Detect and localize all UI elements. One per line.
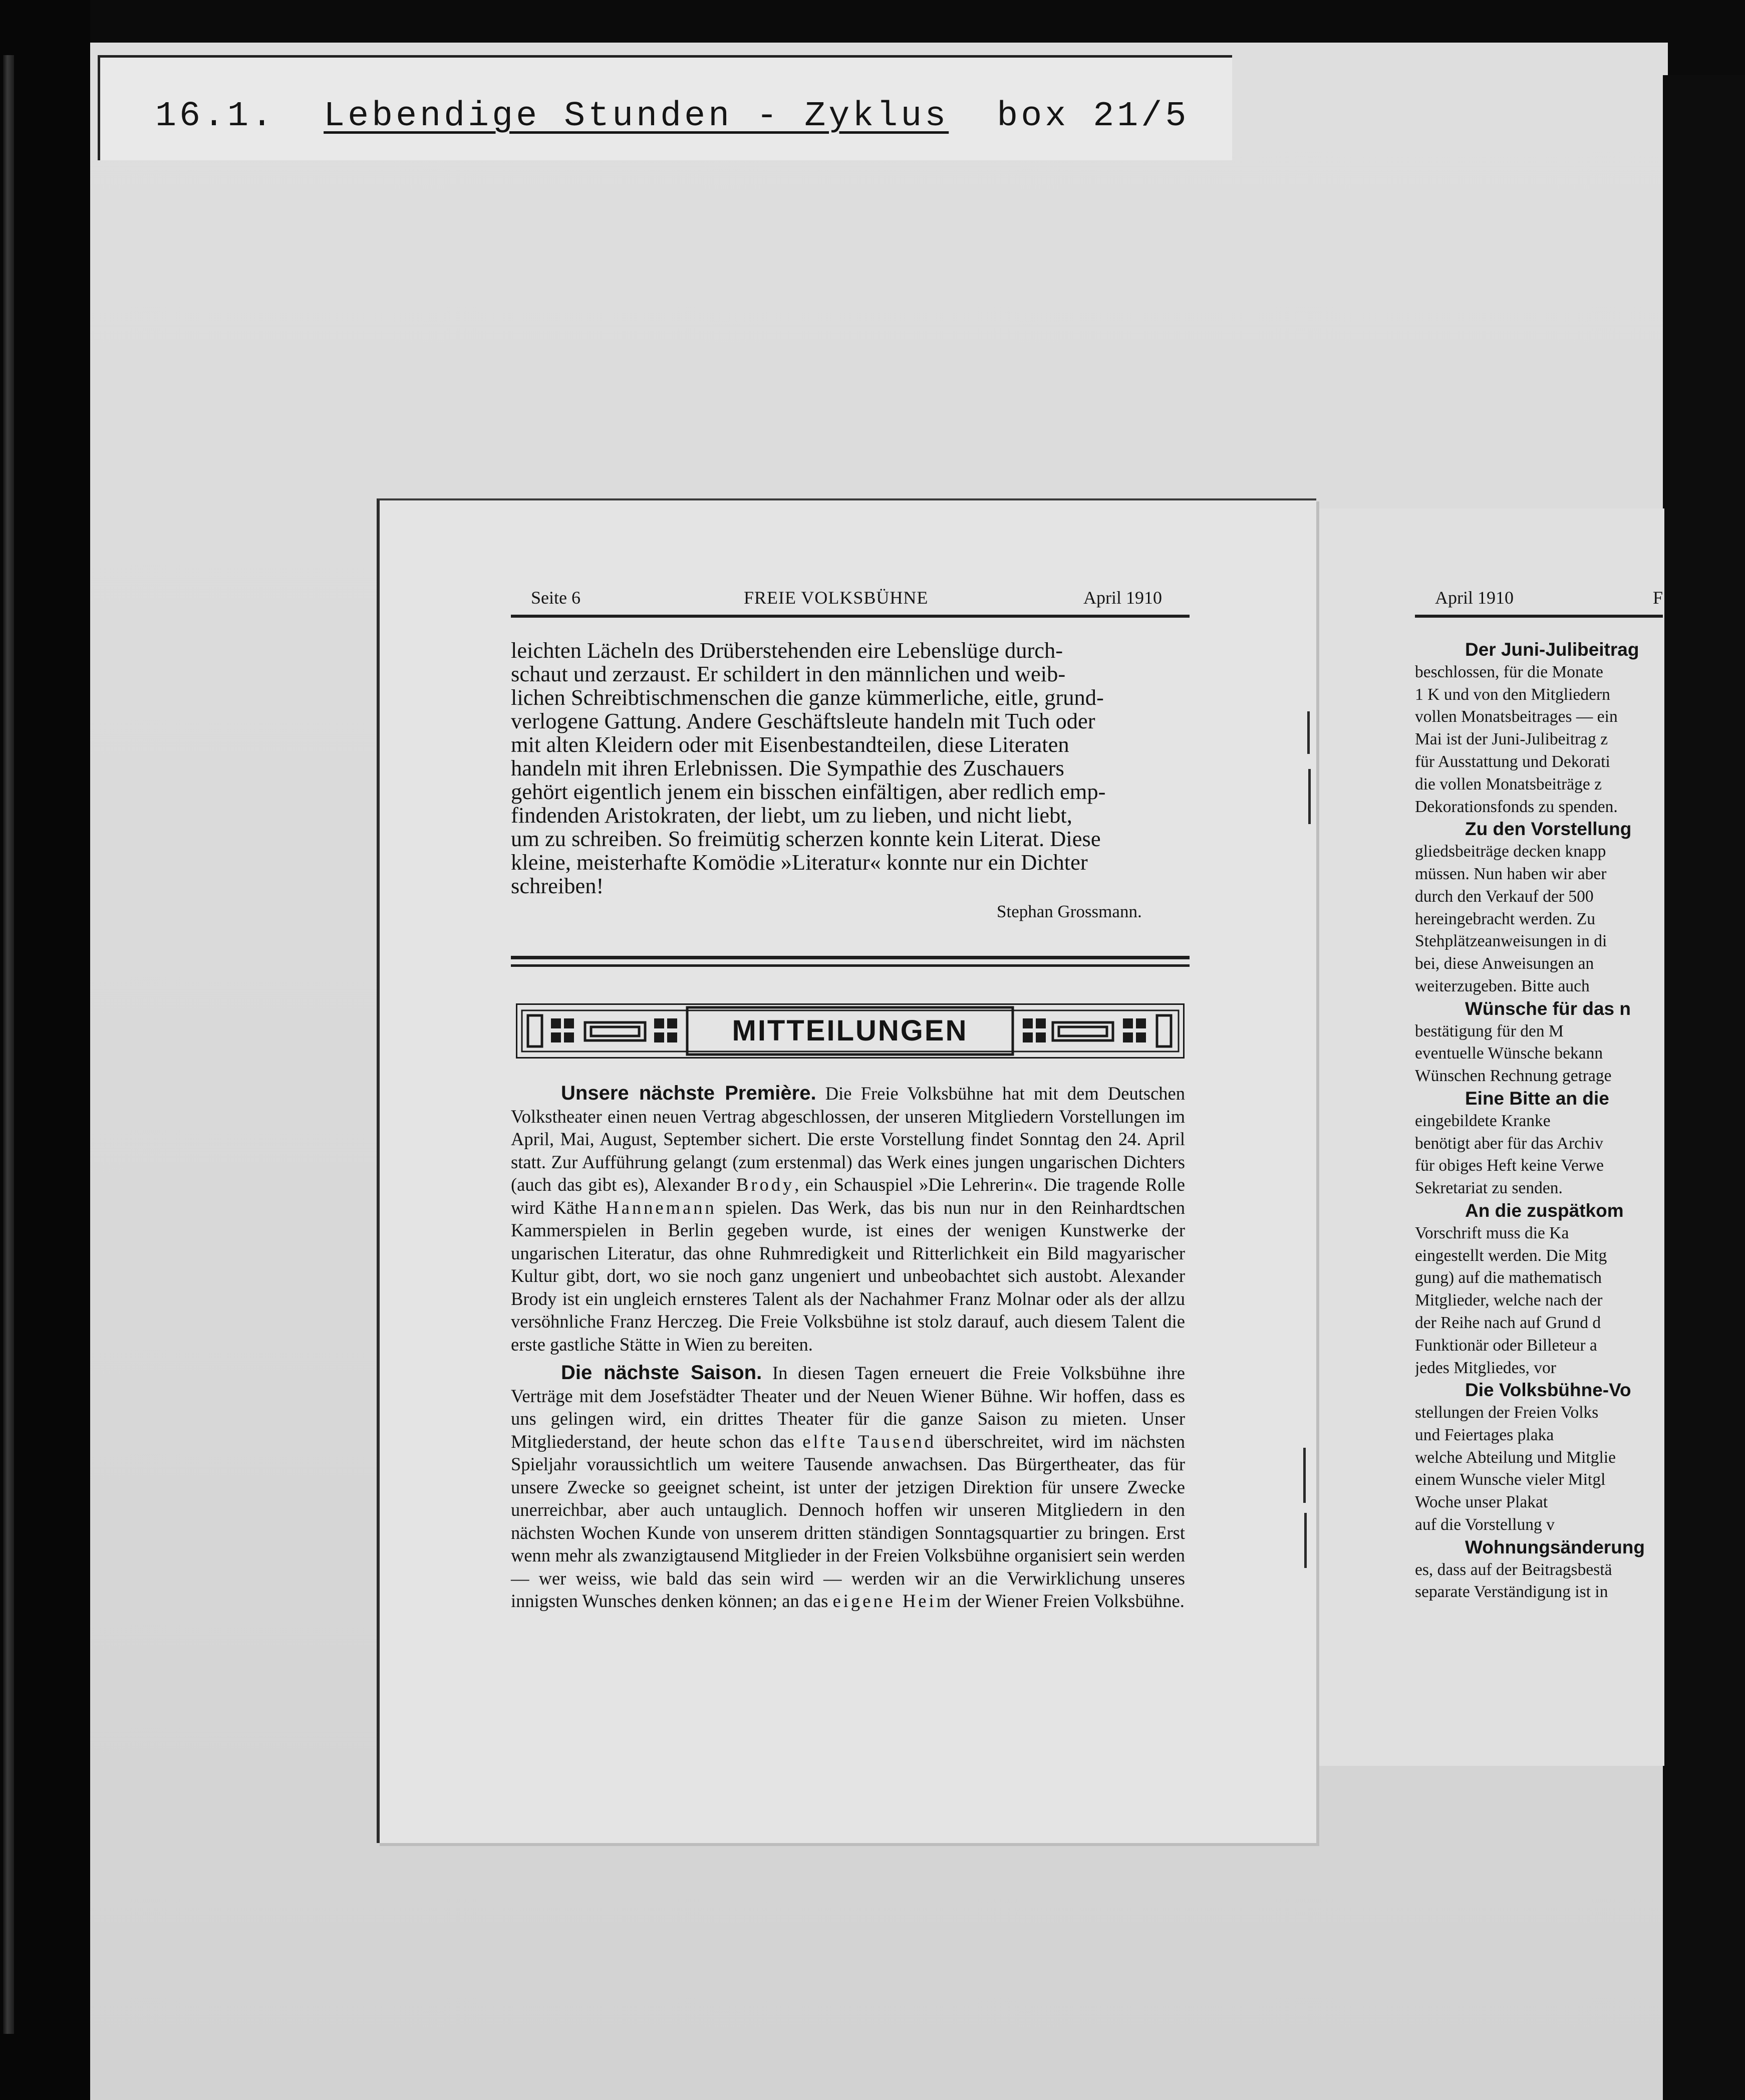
review-line: schreiben! bbox=[511, 873, 604, 898]
label-number: 16.1. bbox=[155, 97, 276, 136]
right-page-line: 1 K und von den Mitgliedern bbox=[1415, 685, 1610, 704]
notice-text: überschreitet, wird im nächsten Spieljahr voraussichtlich um weitere Tausende anwachsen. Das Bürgertheater, das für unsere Zwecke so geeignet scheint, ist unter der jetzigen Direktion für unsere Zwecke unerreichbar, aber auch untauglich. Dennoch hoffen wir unseren Mitgliedern in den nächsten Wochen Kunde von unserem dritten ständigen Sonntagsquartier zu bringen. Erst wenn mehr als zwanzigtausend Mitglieder in der Freien Volksbühne organisiert sein werden — wer weiss, wie bald das sein wird — werden wir an die Verwirklichung unseres innigsten Wunsches denken können; an das bbox=[511, 1431, 1186, 1611]
right-page-line: gliedsbeiträge decken knapp bbox=[1415, 842, 1606, 861]
right-page-line: auf die Vorstellung v bbox=[1415, 1515, 1555, 1534]
right-page-heading-line: Wünsche für das n bbox=[1465, 998, 1631, 1019]
right-page-line: hereingebracht werden. Zu bbox=[1415, 909, 1595, 928]
right-page-line: bei, diese Anweisungen an bbox=[1415, 954, 1594, 973]
spaced-name: Brody bbox=[736, 1174, 795, 1195]
notice-text: , ein Schauspiel »Die Lehrerin«. Die tragende Rolle wird Käthe bbox=[511, 1174, 1185, 1218]
right-page-line: weiterzugeben. Bitte auch bbox=[1415, 976, 1590, 995]
right-page-line: gung) auf die mathematisch bbox=[1415, 1268, 1602, 1287]
right-page-line: eventuelle Wünsche bekann bbox=[1415, 1044, 1603, 1063]
notice-text: spielen. Das Werk, das bis nun nur in den Reinhardtschen Kammerspielen in Berlin gegeben wurde, ist eines der wenigen Kunstwerke der ungarischen Literatur, das ohne Ruhmredigkeit und Ritterlichkeit ein Bild magyarischer Kultur gibt, dort, wo sie noch ganz ungeniert und unbeobachtet sich austobt. Alexander Brody ist ein ungleich ernsteres Talent als der Nachahmer Franz Molnar oder als der allzu versöhnliche Franz Herczeg. Die Freie Volksbühne ist stolz darauf, auch diesem Talent die erste gastliche Stätte in Wien zu bereiten. bbox=[511, 1197, 1185, 1355]
issue-date: April 1910 bbox=[1083, 588, 1162, 608]
film-border bbox=[0, 0, 90, 2100]
archive-label bbox=[98, 55, 1232, 160]
right-page-heading-line: Zu den Vorstellung bbox=[1465, 819, 1632, 840]
review-line: leichten Lächeln des Drüberstehenden eire Lebenslüge durch- bbox=[511, 638, 1063, 663]
right-page-line: Dekorationsfonds zu spenden. bbox=[1415, 797, 1618, 816]
right-page-line: separate Verständigung ist in bbox=[1415, 1583, 1608, 1602]
right-page-line: und Feiertages plaka bbox=[1415, 1425, 1554, 1444]
right-page-heading-line: Der Juni-Julibeitrag bbox=[1465, 639, 1639, 660]
right-page-line: stellungen der Freien Volks bbox=[1415, 1403, 1599, 1422]
right-page-line: Mai ist der Juni-Julibeitrag z bbox=[1415, 730, 1608, 749]
right-page-line: jedes Mitgliedes, vor bbox=[1415, 1358, 1556, 1377]
right-page-text bbox=[1415, 639, 1675, 1604]
notice-saison bbox=[511, 1362, 1185, 1613]
pencil-mark bbox=[1308, 769, 1311, 824]
notice-premiere bbox=[511, 1082, 1185, 1356]
notice-premiere-lead: Unsere nächste Première. bbox=[561, 1082, 816, 1104]
notice-text: In diesen Tagen erneuert die Freie Volksbühne ihre Verträge mit dem Josefstädter Theater und der Neuen Wiener Bühne. Wir hoffen, dass es uns gelingen wird, ein drittes Theater für die ganze Saison zu mieten. Unser Mitgliederstand, der heute schon das bbox=[511, 1363, 1185, 1452]
section-title: MITTEILUNGEN bbox=[732, 1014, 968, 1047]
notice-text: Die Freie Volksbühne hat mit dem Deutschen Volkstheater einen neuen Vertrag abgeschlossen, der unseren Mitgliedern Vorstellungen im April, Mai, August, September sichert. Die erste Vorstellung findet Sonntag den 24. April statt. Zur Aufführung gelangt (zum erstenmal) das Werk eines jungen ungarischen Dichters (auch das gibt es), Alexander bbox=[511, 1083, 1185, 1195]
section-rule-top bbox=[511, 956, 1190, 959]
right-page-line: durch den Verkauf der 500 bbox=[1415, 887, 1594, 906]
right-page-line: vollen Monatsbeitrages — ein bbox=[1415, 707, 1618, 726]
pencil-mark bbox=[1303, 1448, 1306, 1503]
right-page-line: Woche unser Plakat bbox=[1415, 1493, 1548, 1512]
right-page-line: Funktionär oder Billeteur a bbox=[1415, 1336, 1597, 1355]
mitteilungen-banner bbox=[516, 1003, 1185, 1059]
spaced-phrase: elfte Tausend bbox=[802, 1431, 937, 1452]
review-line: findenden Aristokraten, der liebt, um zu lieben, und nicht liebt, bbox=[511, 803, 1072, 828]
label-box: box 21/5 bbox=[997, 97, 1190, 136]
right-issue-date: April 1910 bbox=[1435, 588, 1514, 608]
review-line: handeln mit ihren Erlebnissen. Die Sympathie des Zuschauers bbox=[511, 755, 1064, 780]
right-page-heading-line: Wohnungsänderung bbox=[1465, 1536, 1645, 1557]
page-number: Seite 6 bbox=[531, 588, 580, 608]
pencil-mark bbox=[1307, 711, 1310, 754]
right-page-heading-line: Die Volksbühne-Vo bbox=[1465, 1380, 1631, 1401]
right-page-line: welche Abteilung und Mitglie bbox=[1415, 1448, 1616, 1467]
right-page-line: es, dass auf der Beitragsbestä bbox=[1415, 1560, 1612, 1579]
right-page-line: müssen. Nun haben wir aber bbox=[1415, 864, 1607, 883]
right-page-line: für obiges Heft keine Verwe bbox=[1415, 1156, 1604, 1175]
right-page-line: Sekretariat zu senden. bbox=[1415, 1179, 1563, 1198]
right-page-line: einem Wunsche vieler Mitgl bbox=[1415, 1470, 1606, 1489]
review-line: gehört eigentlich jenem ein bisschen einfältigen, aber redlich emp- bbox=[511, 779, 1106, 804]
right-page-line: eingestellt werden. Die Mitg bbox=[1415, 1246, 1607, 1265]
right-header-rule bbox=[1415, 615, 1663, 618]
right-running-head: F bbox=[1653, 588, 1663, 608]
publication-title: FREIE VOLKSBÜHNE bbox=[744, 588, 929, 608]
notice-saison-lead: Die nächste Saison. bbox=[561, 1362, 762, 1384]
pencil-mark bbox=[1304, 1513, 1307, 1568]
right-page-line: Mitglieder, welche nach der bbox=[1415, 1291, 1603, 1310]
review-line: kleine, meisterhafte Komödie »Literatur« konnte nur ein Dichter bbox=[511, 850, 1088, 875]
notice-text: der Wiener Freien Volksbühne. bbox=[953, 1591, 1185, 1611]
film-edge bbox=[3, 55, 14, 2034]
right-page-line: die vollen Monatsbeiträge z bbox=[1415, 774, 1602, 794]
right-page-line: der Reihe nach auf Grund d bbox=[1415, 1313, 1601, 1332]
spaced-name: Hannemann bbox=[606, 1197, 717, 1218]
review-signature: Stephan Grossmann. bbox=[997, 902, 1142, 921]
right-page-line: für Ausstattung und Dekorati bbox=[1415, 752, 1610, 771]
review-line: lichen Schreibtischmenschen die ganze kümmerliche, eitle, grund- bbox=[511, 685, 1104, 710]
right-page-line: beschlossen, für die Monate bbox=[1415, 662, 1603, 681]
archive-label-text bbox=[155, 97, 1189, 136]
review-text bbox=[511, 639, 1185, 898]
review-line: verlogene Gattung. Andere Geschäftsleute handeln mit Tuch oder bbox=[511, 708, 1095, 733]
right-page-heading-line: Eine Bitte an die bbox=[1465, 1088, 1609, 1109]
spaced-phrase: eigene Heim bbox=[832, 1591, 954, 1611]
right-page-line: Stehplätzeanweisungen in di bbox=[1415, 932, 1607, 951]
review-line: um zu schreiben. So freimütig scherzen konnte kein Literat. Diese bbox=[511, 826, 1101, 851]
label-title: Lebendige Stunden - Zyklus bbox=[324, 97, 949, 136]
right-page-line: Vorschrift muss die Ka bbox=[1415, 1223, 1569, 1242]
review-line: schaut und zerzaust. Er schildert in den männlichen und weib- bbox=[511, 661, 1066, 686]
right-page-line: Wünschen Rechnung getrage bbox=[1415, 1067, 1612, 1086]
right-page-line: bestätigung für den M bbox=[1415, 1021, 1564, 1040]
header-rule bbox=[511, 615, 1190, 618]
section-rule-bottom bbox=[511, 964, 1190, 967]
review-line: mit alten Kleidern oder mit Eisenbestandteilen, diese Literaten bbox=[511, 732, 1069, 757]
right-page-line: benötigt aber für das Archiv bbox=[1415, 1134, 1603, 1153]
right-page-line: eingebildete Kranke bbox=[1415, 1111, 1551, 1130]
right-page-heading-line: An die zuspätkom bbox=[1465, 1200, 1624, 1221]
notices bbox=[511, 1082, 1185, 1619]
